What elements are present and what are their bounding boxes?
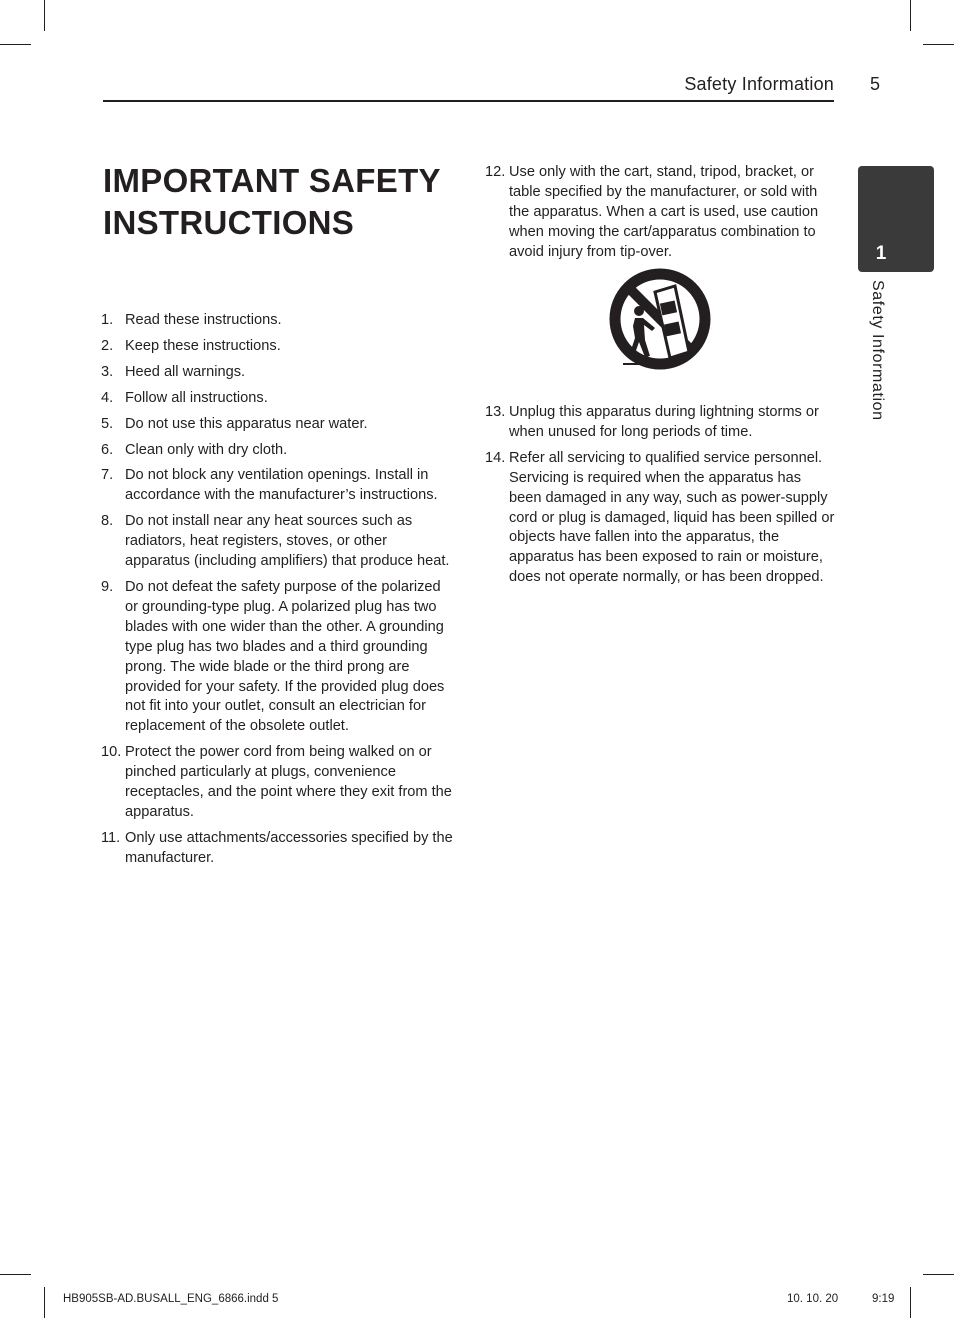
instruction-text: Heed all warnings. (125, 363, 246, 380)
instruction-number: 11. (101, 829, 121, 846)
chapter-tab-label: Safety Information (869, 280, 886, 421)
instruction-item (485, 403, 837, 443)
cart-tip-over-warning-icon (609, 268, 711, 370)
instruction-item (101, 829, 453, 869)
instruction-number: 9. (101, 578, 114, 595)
instruction-number: 14. (485, 449, 506, 466)
instruction-number: 5. (101, 415, 114, 432)
instructions-list-left (101, 311, 453, 875)
crop-mark (923, 44, 954, 45)
footer-time: 9:19 (872, 1293, 895, 1305)
instruction-number: 12. (485, 164, 506, 180)
instruction-text: Follow all instructions. (125, 389, 268, 406)
instruction-text: Do not block any ventilation openings. Install in accordance with the manufacturer’s instructions. (125, 467, 438, 504)
instruction-number: 1. (101, 312, 114, 328)
page-number: 5 (870, 74, 881, 94)
crop-mark (910, 0, 911, 31)
crop-mark (0, 44, 31, 45)
instruction-item (485, 449, 837, 588)
crop-mark (923, 1274, 954, 1275)
instruction-item (101, 337, 453, 357)
instruction-text: Read these instructions. (125, 312, 282, 328)
instructions-list-right-bottom (485, 403, 837, 594)
instruction-number: 13. (485, 404, 506, 420)
instruction-item (101, 578, 453, 737)
instruction-item (101, 441, 453, 461)
instruction-number: 3. (101, 363, 114, 380)
instruction-item (101, 466, 453, 506)
running-header-title: Safety Information (684, 74, 834, 94)
crop-mark (0, 1274, 31, 1275)
instruction-item (485, 163, 837, 263)
instruction-number: 4. (101, 389, 114, 406)
instruction-text: Do not use this apparatus near water. (125, 415, 368, 432)
instruction-text: Protect the power cord from being walked on or pinched particularly at plugs, convenience receptacles, and the point where they exit from the apparatus. (125, 744, 452, 820)
instruction-text: Refer all servicing to qualified service personnel. Servicing is required when the apparatus has been damaged in any way, such as power-supply cord or plug is damaged, liquid has been spilled or objects have fallen into the apparatus, the apparatus has been exposed to rain or moisture, does not operate normally, or has been dropped. (509, 449, 835, 586)
instruction-item (101, 311, 453, 331)
footer-filename: HB905SB-AD.BUSALL_ENG_6866.indd 5 (63, 1293, 279, 1305)
crop-mark (910, 1287, 911, 1318)
instructions-list-right-top (485, 163, 837, 269)
instruction-item (101, 415, 453, 435)
instruction-number: 7. (101, 467, 114, 484)
instruction-item (101, 512, 453, 572)
instruction-number: 2. (101, 337, 114, 354)
instruction-text: Clean only with dry cloth. (125, 441, 288, 458)
crop-mark (44, 0, 45, 31)
instruction-number: 10. (101, 744, 122, 761)
instruction-text: Use only with the cart, stand, tripod, bracket, or table specified by the manufacturer, or sold with the apparatus. When a cart is used, use caution when moving the cart/apparatus combination to avoid injury from tip-over. (509, 164, 819, 260)
footer-date: 10. 10. 20 (787, 1293, 839, 1305)
header-rule (103, 100, 834, 102)
instruction-text: Keep these instructions. (125, 337, 281, 354)
instruction-item (101, 363, 453, 383)
instruction-number: 8. (101, 513, 114, 530)
instruction-item (101, 389, 453, 409)
instruction-text: Unplug this apparatus during lightning storms or when unused for long periods of time. (509, 404, 819, 440)
instruction-text: Do not install near any heat sources such as radiators, heat registers, stoves, or other apparatus (including amplifiers) that produce heat. (125, 513, 450, 570)
instruction-text: Do not defeat the safety purpose of the polarized or grounding-type plug. A polarized plug has two blades with one wider than the other. A grounding type plug has two blades and a third grounding prong. The wide blade or the third prong are provided for your safety. If the provided plug does not fit into your outlet, consult an electrician for replacement of the obsolete outlet. (125, 578, 445, 735)
page-title: IMPORTANT SAFETY INSTRUCTIONS (103, 162, 441, 241)
chapter-tab-number: 1 (875, 243, 887, 264)
crop-mark (44, 1287, 45, 1318)
instruction-text: Only use attachments/accessories specified by the manufacturer. (125, 829, 453, 866)
instruction-number: 6. (101, 441, 114, 458)
instruction-item (101, 743, 453, 823)
